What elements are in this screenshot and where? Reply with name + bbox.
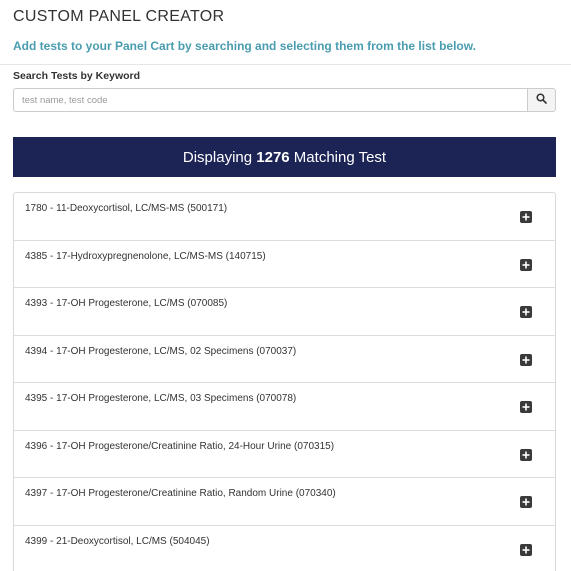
list-item [14,383,555,431]
test-label: 4396 - 17-OH Progesterone/Creatinine Ratio, 24-Hour Urine (070315) [25,440,335,452]
list-item [14,478,555,526]
add-test-button[interactable] [520,354,532,366]
list-item [14,336,555,384]
test-label: 1780 - 11-Deoxycortisol, LC/MS-MS (500171) [25,203,228,214]
page-subtitle: Add tests to your Panel Cart by searching and selecting them from the list below. [13,39,476,53]
plus-square-icon [522,546,530,554]
list-item [14,241,555,289]
banner-prefix: Displaying [182,148,257,166]
add-test-button[interactable] [520,544,532,556]
results-count-banner [13,137,556,177]
test-label: 4385 - 17-Hydroxypregnenolone, LC/MS-MS (140715) [25,250,266,262]
add-test-button[interactable] [520,259,532,271]
plus-square-icon [522,498,530,506]
test-label: 4394 - 17-OH Progesterone, LC/MS, 02 Specimens (070037) [25,345,297,357]
search-bar [13,88,556,112]
add-test-button[interactable] [520,496,532,508]
add-test-button[interactable] [520,306,532,318]
test-label: 4399 - 21-Deoxycortisol, LC/MS (504045) [25,535,210,547]
header-divider [0,64,571,65]
banner-suffix: Matching Test [289,148,387,166]
list-item [14,193,555,241]
plus-square-icon [522,403,530,411]
search-icon [536,91,547,109]
search-label: Search Tests by Keyword [13,70,141,82]
add-test-button[interactable] [520,211,532,223]
plus-square-icon [522,451,530,459]
banner-count: 1276 [256,148,290,166]
plus-square-icon [522,261,530,269]
search-input[interactable] [13,88,527,112]
list-item [14,288,555,336]
list-item [14,526,555,571]
plus-square-icon [522,308,530,316]
search-button[interactable] [527,88,556,112]
add-test-button[interactable] [520,401,532,413]
add-test-button[interactable] [520,449,532,461]
page-title: CUSTOM PANEL CREATOR [13,8,225,25]
plus-square-icon [522,213,530,221]
list-item [14,431,555,479]
plus-square-icon [522,356,530,364]
test-label: 4393 - 17-OH Progesterone, LC/MS (070085) [25,298,228,309]
test-label: 4395 - 17-OH Progesterone, LC/MS, 03 Specimens (070078) [25,393,297,404]
test-label: 4397 - 17-OH Progesterone/Creatinine Ratio, Random Urine (070340) [25,488,336,499]
results-list [13,192,556,571]
